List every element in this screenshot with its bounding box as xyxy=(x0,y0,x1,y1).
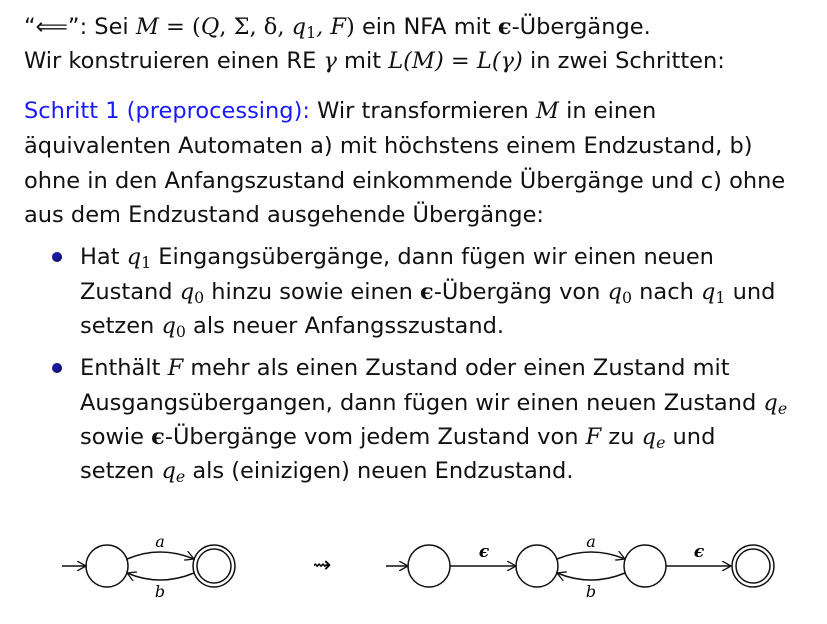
math-qe-sub: e xyxy=(175,466,186,486)
math-qe-sub: e xyxy=(777,398,788,418)
math-q0: q xyxy=(607,279,622,305)
label-a: a xyxy=(155,532,165,551)
label-eps2: ϵ xyxy=(693,542,705,562)
transition-a xyxy=(127,552,194,559)
math-q0-sub: 0 xyxy=(194,287,205,307)
math-q1: q xyxy=(126,244,142,270)
b2-text: -Übergänge vom jedem Zustand von xyxy=(164,424,586,450)
math-q0-sub: 0 xyxy=(621,287,633,307)
final-state-circle xyxy=(732,545,774,587)
math-gamma: γ xyxy=(323,48,337,74)
math-F: F xyxy=(167,355,184,381)
b2-text: sowie xyxy=(80,424,152,450)
state-circle xyxy=(86,545,128,587)
transform-arrow: ⇝ xyxy=(312,553,332,578)
step1-line-4: aus dem Endzustand ausgehende Übergänge: xyxy=(24,202,544,228)
math-epsilon: ϵ xyxy=(151,424,165,450)
math-M: M xyxy=(135,14,159,40)
transition-b xyxy=(557,573,625,580)
b1-text: Eingangsübergänge, dann fügen wir einen neuen xyxy=(151,244,714,270)
math-close: ) xyxy=(346,14,355,40)
intro-tail: ein NFA mit xyxy=(354,14,498,40)
math-qe: q xyxy=(161,458,176,484)
final-state-inner xyxy=(197,549,231,583)
b2-text: Ausgangsübergangen, dann fügen wir einen neuen Zustand xyxy=(80,390,764,416)
b1-text: Hat xyxy=(80,244,127,270)
math-qe: q xyxy=(641,424,657,450)
label-b: b xyxy=(154,582,166,601)
transition-a xyxy=(557,552,625,559)
step1-label: Schritt 1 (preprocessing): xyxy=(24,98,310,124)
math-Q: Q xyxy=(200,14,220,40)
math-M: M xyxy=(535,98,559,124)
math-q-sub: 1 xyxy=(306,22,317,42)
state-circle xyxy=(624,545,666,587)
math-language-eq: L(M) = L(γ) xyxy=(388,48,523,74)
math-sigma-delta: , Σ, δ, xyxy=(219,14,292,40)
b2-text: Enthält xyxy=(80,355,168,381)
step1-line-3: ohne in den Anfangszustand einkommende Übergänge und c) ohne xyxy=(24,168,786,194)
label-eps1: ϵ xyxy=(478,542,490,562)
b1-text: nach xyxy=(632,279,701,305)
final-state-inner xyxy=(736,549,770,583)
intro2-prefix: Wir konstruieren einen RE xyxy=(24,48,324,74)
b1-text: setzen xyxy=(80,313,162,339)
step1-text-b: in einen xyxy=(558,98,657,124)
math-epsilon: ϵ xyxy=(420,279,434,305)
math-q1-sub: 1 xyxy=(715,287,726,307)
math-F: F xyxy=(585,424,602,450)
math-eq: = ( xyxy=(158,14,201,40)
b1-text: als neuer Anfangsszustand. xyxy=(185,313,505,339)
math-q: q xyxy=(291,14,307,40)
b2-text: mehr als einen Zustand oder einen Zustand mit xyxy=(183,355,730,381)
intro-end: -Übergänge. xyxy=(511,14,651,40)
math-q0-sub: 0 xyxy=(175,321,186,341)
intro-prefix: “⟸”: Sei xyxy=(24,14,136,40)
b2-text: und xyxy=(665,424,716,450)
math-q0: q xyxy=(161,313,176,339)
intro2-mid: mit xyxy=(336,48,389,74)
transition-b xyxy=(127,573,194,580)
state-circle xyxy=(408,545,450,587)
b2-text: zu xyxy=(601,424,642,450)
math-q0: q xyxy=(179,279,195,305)
b2-text: setzen xyxy=(80,458,162,484)
math-q1-sub: 1 xyxy=(141,252,152,272)
state-circle xyxy=(516,545,558,587)
b1-text: und xyxy=(725,279,776,305)
math-F: , F xyxy=(316,14,347,40)
left-automaton xyxy=(62,532,235,601)
math-epsilon: ϵ xyxy=(497,14,512,40)
b1-text: hinzu sowie einen xyxy=(204,279,421,305)
intro2-end: in zwei Schritten: xyxy=(522,48,725,74)
math-q1: q xyxy=(701,279,716,305)
label-b: b xyxy=(585,582,597,601)
final-state-circle xyxy=(193,545,235,587)
b1-text: -Übergäng von xyxy=(433,279,608,305)
b1-text: Zustand xyxy=(80,279,180,305)
math-qe: q xyxy=(763,390,778,416)
step1-text-a: Wir transformieren xyxy=(309,98,536,124)
b2-text: als (einizigen) neuen Endzustand. xyxy=(185,458,574,484)
label-a: a xyxy=(586,532,596,551)
right-automaton xyxy=(386,532,774,601)
step1-line-2: äquivalenten Automaten a) mit höchstens einem Endzustand, b) xyxy=(24,133,753,159)
math-qe-sub: e xyxy=(656,432,666,452)
